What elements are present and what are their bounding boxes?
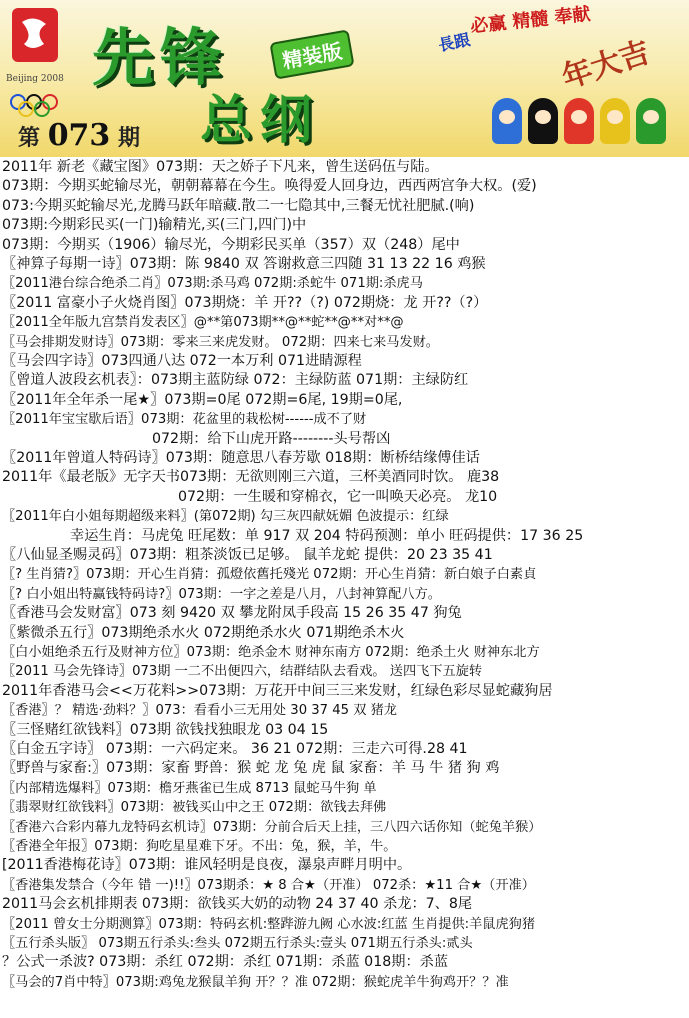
prediction-line: 〖翡翠财红欲钱料〗073期：被钱买山中之王 072期：欲钱去拜佛 — [2, 800, 387, 816]
prediction-line: 〖2011 富豪小子火烧肖图〗073期烧：羊 开??（?) 072期烧：龙 开??（?） — [2, 294, 488, 311]
prediction-line: 〖香港集发禁合（今年 错 一)!!〗073期杀：★ 8 合★（开准） 072杀：★11 合★（开准） — [2, 877, 535, 893]
prediction-line: 幸运生肖：马虎兔 旺尾数：单 917 双 204 特码预测：单小 旺码提供：17 36 25 — [70, 527, 584, 544]
prediction-line: 073期:今期彩民买(一门)输精光,买(三门,四门)中 — [2, 217, 307, 234]
mascot-figure — [636, 98, 666, 144]
prediction-line: 〖? 生肖猜?〗073期：开心生肖猜：孤燈依舊托殘光 072期：开心生肖猜：新白娘子白素貞 — [2, 567, 537, 583]
prediction-line: [2011香港梅花诗〗073期：谁风轻明是良夜，瀑泉声畔月明中。 — [2, 857, 412, 874]
banner-slogan-2: 長跟 — [436, 29, 472, 56]
prediction-line: 2011年 新老《藏宝图》073期：天之娇子下凡来，曾生送码伍与陆。 — [2, 159, 439, 175]
mascot-figure — [492, 98, 522, 144]
prediction-line: 073期：今期买蛇输尽光，朝朝幕幕在今生。唤得爱人回身边，西西两宫争大权。(爱) — [2, 178, 537, 195]
banner-title-sub: 总纲 — [200, 90, 321, 151]
prediction-line: 〖香港六合彩内幕九龙特码玄机诗〗073期：分前合后天上挂，三八四六话你知（蛇兔羊猴） — [2, 819, 542, 835]
prediction-line: 〖野兽与家畜:〗073期：家畜 野兽：猴 蛇 龙 兔 虎 鼠 家畜：羊 马 牛 猪 狗 鸡 — [2, 760, 500, 777]
logo-caption: Beijing 2008 — [6, 74, 64, 84]
prediction-line: 〖? 白小姐出特赢钱特码诗?〗073期：一字之差是八月，八封神算配八方。 — [2, 586, 441, 602]
prediction-line: 〖香港〗？ 精选·劲料？〗073：看看小三无用处 30 37 45 双 猪龙 — [2, 703, 397, 719]
prediction-line: 〖香港全年报〗073期：狗吃星星难下牙。不出：兔，猴，羊，牛。 — [2, 839, 397, 854]
banner-title-main: 先锋 — [92, 21, 229, 94]
period-prefix: 第 — [18, 125, 41, 151]
prediction-line: 〖马会排期发财诗〗073期：零来三来虎发财。 072期：四来七来马发财。 — [2, 334, 439, 350]
prediction-line: ？公式一杀波? 073期：杀红 072期：杀红 071期：杀蓝 018期：杀蓝 — [2, 954, 449, 971]
prediction-line: 〖八仙显圣赐灵码〗073期：粗茶淡饭已足够。 鼠羊龙蛇 提供：20 23 35 41 — [2, 547, 493, 563]
prediction-line: 2011马会玄机排期表 073期：欲钱买大奶的动物 24 37 40 杀龙：7、8尾 — [2, 896, 473, 913]
prediction-line: 〖紫微杀五行〗073期绝杀水火 072期绝杀水火 071期绝杀木火 — [2, 624, 405, 641]
prediction-line: 072期：给下山虎开路--------头号帮凶 — [152, 430, 391, 447]
edition-badge: 精装版 — [269, 29, 354, 79]
prediction-line: 〖香港马会发财富〗073 刻 9420 双 攀龙附凤手段高 15 26 35 47 狗兔 — [2, 605, 462, 622]
prediction-line: 〖2011 马会先锋诗〗073期 一二不出便四六，结群结队去看戏。 送四飞下五旋转 — [2, 664, 483, 680]
period-label — [18, 118, 140, 153]
prediction-line: 〖白金五字诗〗 073期：一六码定来。 36 21 072期：三走六可得.28 41 — [2, 741, 468, 757]
prediction-line: 072期：一生暖和穿棉衣，它一叫唤天必亮。 龙10 — [178, 488, 498, 505]
banner-slogan: 必赢 精髓 奉献 — [469, 3, 592, 38]
mascot-figure — [600, 98, 630, 144]
prediction-line: 2011年香港马会<<万花料>>073期：万花开中间三三来发财，红绿色彩尽显蛇藏狗居 — [2, 682, 553, 699]
prediction-line: 073期：今期买（1906）输尽光，今期彩民买单（357）双（248）尾中 — [2, 236, 460, 253]
prediction-line: 〖2011港台综合绝杀二肖〗073期:杀马鸡 072期:杀蛇牛 071期:杀虎马 — [2, 276, 423, 292]
prediction-line: 〖内部精选爆料〗073期：檐牙燕雀已生成 8713 鼠蛇马牛狗 单 — [2, 780, 377, 796]
prediction-line: 073:今期买蛇输尽光,龙腾马跃年暗藏.散二一七隐其中,三餐无忧社肥腻.(响) — [2, 197, 475, 214]
period-number: 073 — [47, 118, 111, 153]
prediction-line: 〖2011年曾道人特码诗〗073期：随意思八春芳歇 018期：断桥结缘傅佳话 — [2, 450, 480, 466]
mascot-figure — [564, 98, 594, 144]
prediction-line: 〖2011全年版九宫禁肖发表区〗@**第073期**@**蛇**@**对**@ — [2, 315, 404, 331]
prediction-line: 〖三怪赌红欲钱料〗073期 欲钱找独眼龙 03 04 15 — [2, 721, 329, 738]
prediction-line: 〖2011年白小姐每期超级来料〗(第072期) 勾三灰四献妩媚 色波提示：红绿 — [2, 509, 449, 525]
prediction-line: 〖2011 曾女士分期测算〗073期：特码玄机:整跸游九阙 心水波:红蓝 生肖提供:羊鼠虎狗猪 — [2, 916, 536, 932]
prediction-line: 〖2011年全年杀一尾★〗073期=0尾 072期=6尾, 19期=0尾, — [2, 391, 403, 408]
prediction-line: 〖马会的7肖中特〗073期:鸡兔龙猴鼠羊狗 开？？准 072期：猴蛇虎羊牛狗鸡开？？准 — [2, 974, 509, 990]
prediction-line: 〖五行杀头版〗 073期五行杀头:叁头 072期五行杀头:壹头 071期五行杀头:贰头 — [2, 936, 473, 951]
prediction-line: 2011年《最老版》无字天书073期：无欲则刚三六道，三杯美酒同时饮。 鹿38 — [2, 469, 500, 486]
prediction-line: 〖白小姐绝杀五行及财神方位〗073期：绝杀金木 财神东南方 072期：绝杀土火 财神东北方 — [2, 645, 540, 660]
header-banner — [0, 0, 689, 157]
prediction-line: 〖曾道人波段玄机表〗：073期主蓝防绿 072：主绿防蓝 071期：主绿防红 — [2, 372, 469, 389]
prediction-line: 〖神算子每期一诗〗073期：陈 9840 双 答谢救意三四随 31 13 22 16 鸡猴 — [2, 256, 486, 272]
period-suffix: 期 — [117, 125, 140, 151]
olympic-emblem-logo — [4, 4, 76, 124]
mascot-figure — [528, 98, 558, 144]
banner-art-text: 年大吉 — [557, 34, 655, 96]
prediction-line: 〖2011年宝宝歇后语〗073期：花盆里的栽松树------成不了财 — [2, 412, 367, 428]
prediction-line: 〖马会四字诗〗073四通八达 072一本万利 071进睛源程 — [2, 353, 362, 369]
